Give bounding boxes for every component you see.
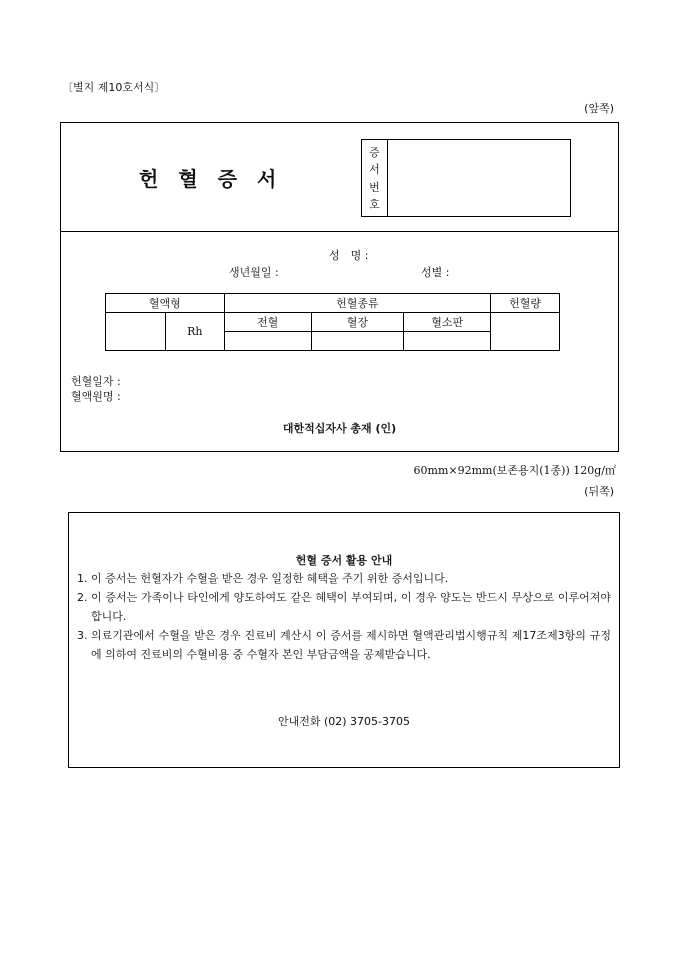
donation-volume-header: 헌혈량: [491, 294, 560, 313]
platelet-cell[interactable]: [404, 332, 491, 351]
certificate-title: 헌혈증서: [139, 167, 297, 191]
guide-list: [77, 569, 611, 664]
guide-item: [77, 569, 611, 588]
certificate-number-label: [362, 140, 388, 216]
sex-label: 성별 :: [421, 266, 450, 279]
rh-cell[interactable]: Rh: [165, 313, 224, 351]
blood-center-label: 혈액원명 :: [71, 390, 121, 403]
section-divider: [61, 231, 618, 232]
blood-type-header: 혈액형: [106, 294, 225, 313]
guide-item: [77, 588, 611, 626]
certificate-number-label-char: 서: [369, 163, 380, 177]
blood-type-abo-cell[interactable]: [106, 313, 166, 351]
paper-spec-label: 60mm×92mm(보존용지(1종)) 120g/㎡: [413, 464, 616, 477]
certificate-number-label-char: 호: [369, 198, 380, 212]
guide-item-number: 3.: [77, 629, 88, 642]
certificate-number-box: [361, 139, 571, 217]
plasma-cell[interactable]: [311, 332, 404, 351]
issuer-signature: 대한적십자사 총재 (인): [282, 422, 397, 435]
certificate-number-label-char: 번: [369, 180, 380, 194]
certificate-number-field[interactable]: [388, 140, 570, 216]
donation-type-header: 헌혈종류: [224, 294, 490, 313]
certificate-front: [60, 122, 619, 452]
blood-info-table: [105, 293, 560, 351]
guide-item-number: 2.: [77, 591, 88, 604]
guide-item-text: 이 증서는 가족이나 타인에게 양도하여도 같은 혜택이 부여되며, 이 경우 양도는 반드시 무상으로 이루어져야 합니다.: [91, 591, 611, 623]
back-side-label: (뒤쪽): [584, 485, 614, 498]
platelet-header: 혈소판: [404, 313, 491, 332]
guide-item: [77, 626, 611, 664]
whole-blood-cell[interactable]: [224, 332, 311, 351]
form-number-label: 〔별지 제10호서식〕: [62, 81, 166, 94]
donation-volume-cell[interactable]: [491, 313, 560, 351]
birthdate-label: 생년월일 :: [229, 266, 279, 279]
front-side-label: (앞쪽): [584, 102, 614, 115]
certificate-back: [68, 512, 620, 768]
guide-item-text: 이 증서는 헌혈자가 수혈을 받은 경우 일정한 혜택을 주기 위한 증서입니다.: [91, 572, 449, 585]
name-label: 성 명 :: [329, 249, 369, 262]
guide-item-number: 1.: [77, 572, 88, 585]
guide-phone: 안내전화 (02) 3705-3705: [277, 715, 411, 728]
plasma-header: 혈장: [311, 313, 404, 332]
guide-item-text: 의료기관에서 수혈을 받은 경우 진료비 계산시 이 증서를 제시하면 혈액관리법시행규칙 제17조제3항의 규정에 의하여 진료비의 수혈비용 중 수혈자 본인 부담금액을 공제받습니다.: [91, 629, 611, 661]
guide-title: 헌혈 증서 활용 안내: [295, 554, 393, 567]
whole-blood-header: 전혈: [224, 313, 311, 332]
donation-date-label: 헌혈일자 :: [71, 375, 121, 388]
certificate-number-label-char: 증: [369, 145, 380, 159]
